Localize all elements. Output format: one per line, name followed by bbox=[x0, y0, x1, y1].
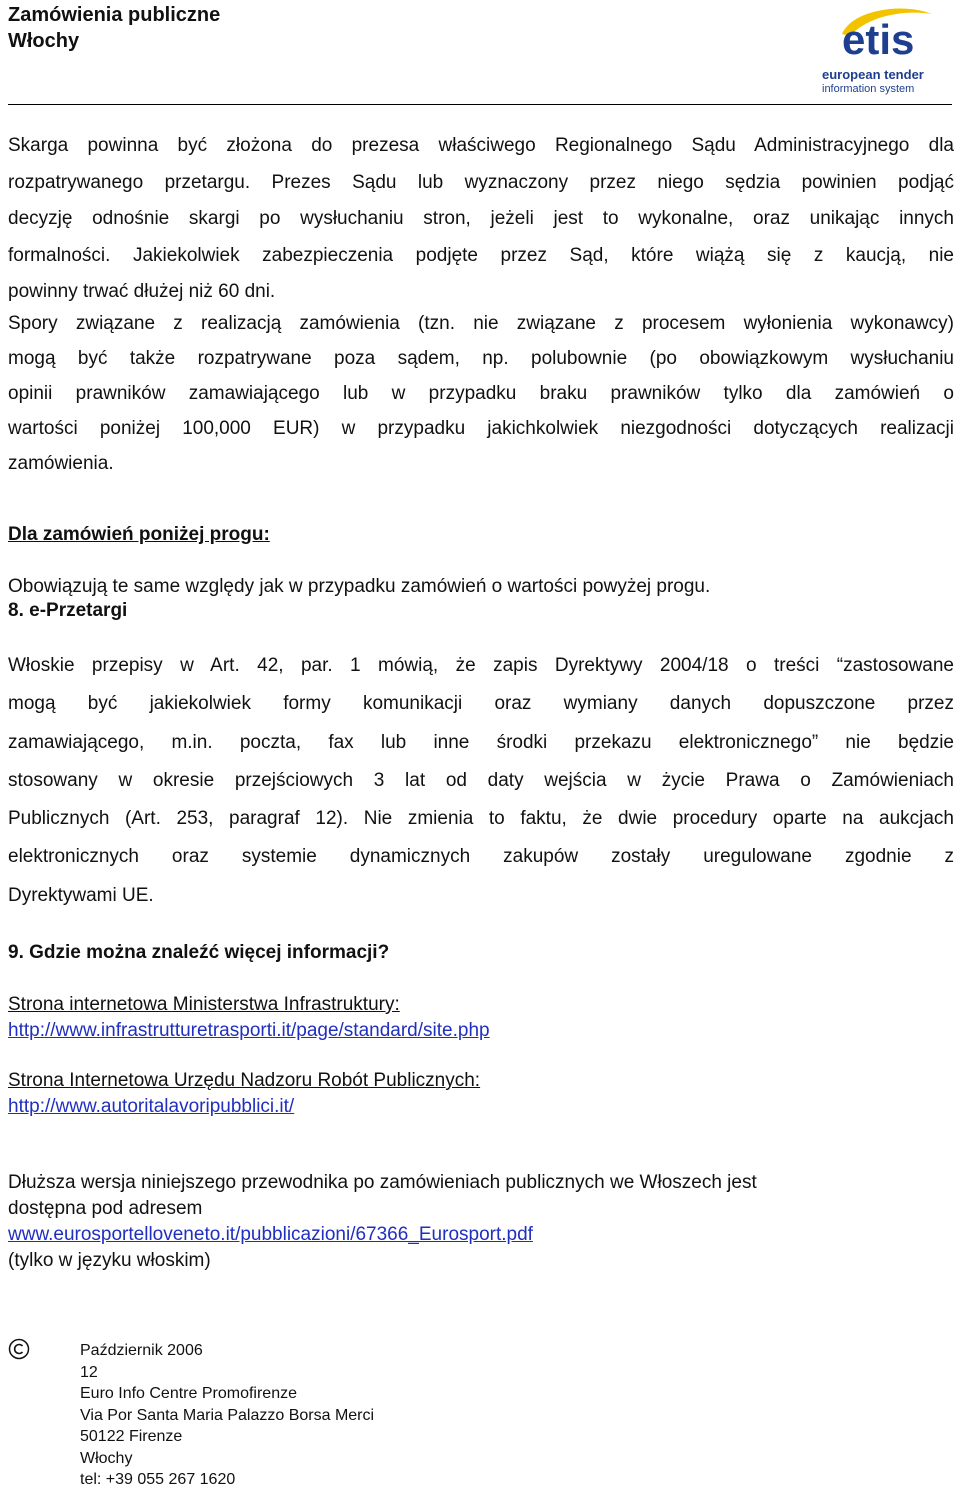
page-number: 12 bbox=[80, 1363, 98, 1381]
text-line: zamówienia. bbox=[8, 453, 114, 474]
eurosport-link[interactable]: www.eurosportelloveneto.it/pubblicazioni/67366_Eurosport.pdf bbox=[8, 1224, 533, 1245]
etis-logo bbox=[812, 4, 960, 96]
authority-link[interactable]: http://www.autoritalavoripubblici.it/ bbox=[8, 1096, 295, 1117]
text-line: Spory związane z realizacją zamówienia (tzn. nie związane z procesem wyłonienia wykonawcy) bbox=[8, 313, 954, 334]
authority-link-block bbox=[8, 1068, 480, 1120]
footer-city: 50122 Firenze bbox=[80, 1428, 183, 1445]
text-line: formalności. Jakiekolwiek zabezpieczenia podjęte przez Sąd, które wiążą się z kaucją, nie bbox=[8, 244, 954, 266]
below-threshold-heading: Dla zamówień poniżej progu: bbox=[8, 524, 270, 545]
text-line: mogą być także rozpatrywane poza sądem, np. polubownie (po obowiązkowym wysłuchaniu bbox=[8, 348, 954, 369]
footer-date: Październik 2006 bbox=[80, 1342, 203, 1359]
logo-brand: etis bbox=[842, 16, 915, 63]
text-line: elektronicznych oraz systemie dynamicznych zakupów zostały uregulowane zgodnie z bbox=[8, 846, 954, 868]
text-line: stosowany w okresie przejściowych 3 lat od daty wejścia w życie Prawa o Zamówieniach bbox=[8, 769, 954, 791]
text-line: Publicznych (Art. 253, paragraf 12). Nie zmienia to faktu, że dwie procedury oparte na aukcjach bbox=[8, 808, 954, 830]
text-line: Dyrektywami UE. bbox=[8, 884, 154, 906]
text-line: Włoskie przepisy w Art. 42, par. 1 mówią, że zapis Dyrektywy 2004/18 o treści “zastosowane bbox=[8, 655, 954, 676]
footer bbox=[80, 1340, 374, 1491]
text-line: mogą być jakiekolwiek formy komunikacji oraz wymiany danych dopuszczone przez bbox=[8, 693, 954, 715]
text-line: Skarga powinna być złożona do prezesa właściwego Regionalnego Sądu Administracyjnego dla bbox=[8, 135, 954, 156]
text-line: zamawiającego, m.in. poczta, fax lub inne środki przekazu elektronicznego” nie będzie bbox=[8, 731, 954, 753]
language-note: (tylko w języku włoskim) bbox=[8, 1250, 211, 1271]
document-header bbox=[8, 2, 220, 54]
footer-street: Via Por Santa Maria Palazzo Borsa Merci bbox=[80, 1406, 375, 1424]
copyright-icon bbox=[8, 1338, 30, 1360]
header-country: Włochy bbox=[8, 30, 80, 52]
ministry-link-block bbox=[8, 992, 490, 1044]
ministry-label: Strona internetowa Ministerstwa Infrastruktury: bbox=[8, 994, 400, 1015]
text-line: rozpatrywanego przetargu. Prezes Sądu lub wyznaczony przez niego sędzia powinien podjąć bbox=[8, 171, 954, 193]
complaint-paragraph bbox=[8, 128, 954, 311]
text-line: wartości poniżej 100,000 EUR) w przypadku jakichkolwiek niezgodności dotyczących realizacji bbox=[8, 418, 954, 439]
ministry-link[interactable]: http://www.infrastrutturetrasporti.it/page/standard/site.php bbox=[8, 1020, 490, 1041]
logo-subtitle-1: european tender bbox=[822, 67, 924, 82]
section-9-heading: 9. Gdzie można znaleźć więcej informacji? bbox=[8, 942, 390, 963]
text-line: powinny trwać dłużej niż 60 dni. bbox=[8, 281, 276, 302]
longer-version-text-2: dostępna pod adresem bbox=[8, 1198, 203, 1219]
longer-version-text: Dłuższa wersja niniejszego przewodnika po zamówieniach publicznych we Włoszech jest bbox=[8, 1172, 757, 1193]
below-threshold-text: Obowiązują te same względy jak w przypadku zamówień o wartości powyżej progu. bbox=[8, 576, 711, 597]
text-line: decyzję odnośnie skargi po wysłuchaniu stron, jeżeli jest to wykonalne, oraz unikając innych bbox=[8, 208, 954, 229]
logo-subtitle-2: information system bbox=[822, 83, 915, 95]
e-tenders-paragraph bbox=[8, 647, 954, 915]
header-divider bbox=[8, 104, 952, 105]
longer-version-block bbox=[8, 1170, 757, 1274]
footer-organization: Euro Info Centre Promofirenze bbox=[80, 1385, 297, 1402]
authority-label: Strona Internetowa Urzędu Nadzoru Robót Publicznych: bbox=[8, 1070, 481, 1091]
section-8-heading: 8. e-Przetargi bbox=[8, 600, 128, 621]
header-title: Zamówienia publiczne bbox=[8, 4, 221, 26]
disputes-paragraph bbox=[8, 306, 954, 481]
text-line: opinii prawników zamawiającego lub w przypadku braku prawników tylko dla zamówień o bbox=[8, 383, 954, 404]
footer-phone: tel: +39 055 267 1620 bbox=[80, 1471, 236, 1488]
footer-country: Włochy bbox=[80, 1449, 133, 1467]
